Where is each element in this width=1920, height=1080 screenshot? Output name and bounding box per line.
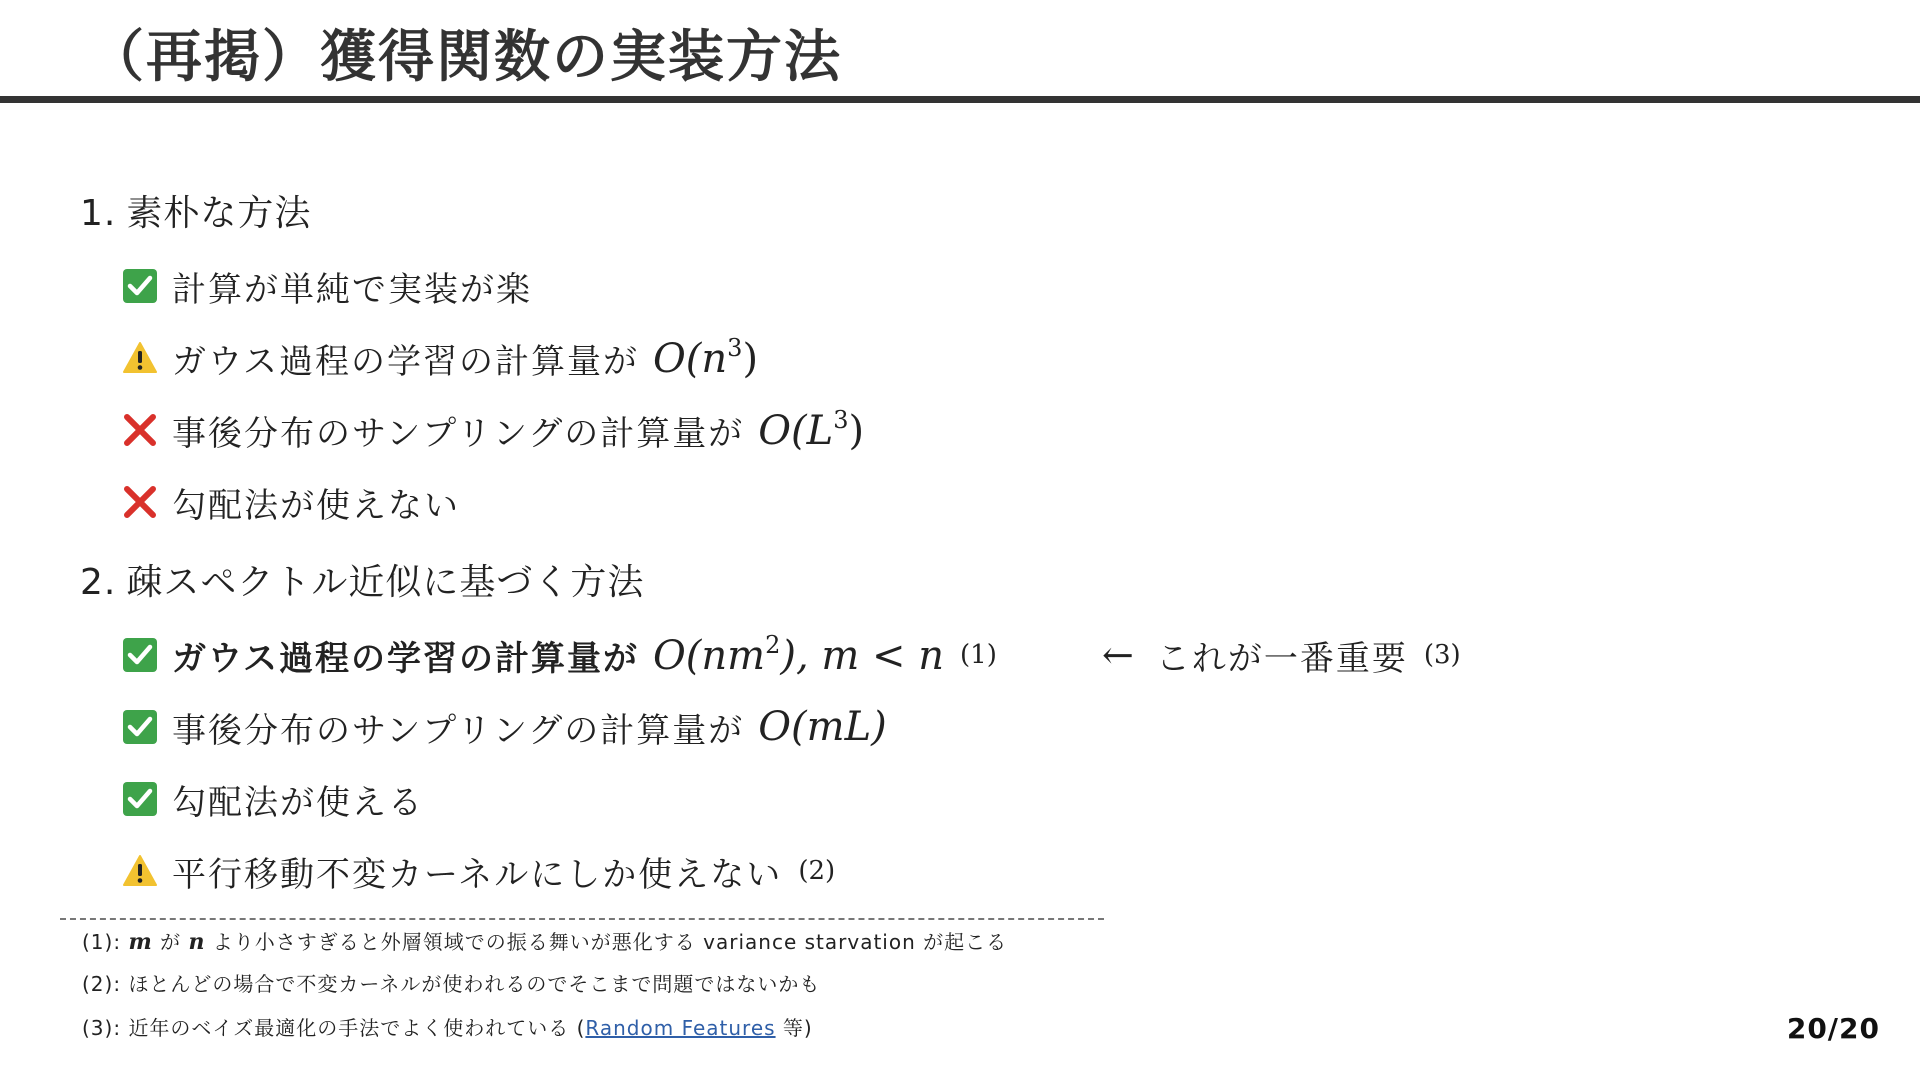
footnote-1: (1): m が n より小さすぎると外層領域での振る舞いが悪化する variance starvation が起こる [82, 929, 1008, 955]
footnote-2: (2): ほとんどの場合で不変カーネルが使われるのでそこまで問題ではないかも [82, 972, 821, 996]
complexity-formula: $O(n^3)$ [652, 334, 759, 382]
warning-icon [122, 853, 158, 889]
warning-icon [122, 340, 158, 376]
item-text: 事後分布のサンプリングの計算量が [172, 413, 745, 454]
page-number: 20/20 [1786, 1012, 1880, 1045]
check-icon [122, 637, 158, 673]
slide-title: （再掲）獲得関数の実装方法 [88, 25, 842, 90]
title-divider [0, 96, 1920, 103]
item-text: 計算が単純で実装が楽 [172, 269, 532, 310]
list-item [122, 702, 887, 752]
item-text: 平行移動不変カーネルにしか使えない [172, 854, 783, 895]
list-item [122, 261, 532, 311]
list-item [122, 405, 864, 455]
section-heading-naive [80, 189, 311, 239]
check-icon [122, 781, 158, 817]
random-features-link[interactable]: Random Features [585, 1016, 776, 1040]
list-item [122, 477, 460, 527]
item-text: 勾配法が使える [172, 782, 424, 823]
list-item [122, 333, 758, 383]
cross-icon [122, 484, 158, 520]
footnote-ref: (3) [1423, 640, 1461, 670]
section-heading-sparse-spectrum [80, 558, 644, 608]
section-heading-text: 疎スペクトル近似に基づく方法 [126, 562, 645, 603]
section-heading-text: 素朴な方法 [126, 193, 312, 234]
footnote-3: (3): 近年のベイズ最適化の手法でよく使われている (Random Features 等) [82, 1016, 813, 1040]
complexity-formula: $O(nm^2)$, m < n [652, 631, 945, 679]
footnote-ref: (1) [960, 640, 997, 670]
section-number: 1. [80, 193, 117, 234]
check-icon [122, 268, 158, 304]
item-text: 事後分布のサンプリングの計算量が [172, 710, 745, 751]
left-arrow-icon: ← [1102, 633, 1134, 677]
footnote-ref: (2) [798, 856, 836, 886]
list-item [122, 846, 835, 896]
item-text: ガウス過程の学習の計算量が [172, 341, 639, 382]
footnote-divider [60, 918, 1104, 920]
cross-icon [122, 412, 158, 448]
check-icon [122, 709, 158, 745]
list-item-highlight [122, 630, 997, 680]
complexity-formula: $O(L^3)$ [758, 406, 865, 454]
importance-note-text: これが一番重要 [1155, 638, 1408, 679]
list-item [122, 774, 424, 824]
item-text: 勾配法が使えない [172, 485, 460, 526]
importance-note [1102, 630, 1461, 680]
complexity-formula: O(mL) [758, 704, 887, 750]
item-text: ガウス過程の学習の計算量が [172, 638, 639, 679]
section-number: 2. [80, 562, 117, 603]
